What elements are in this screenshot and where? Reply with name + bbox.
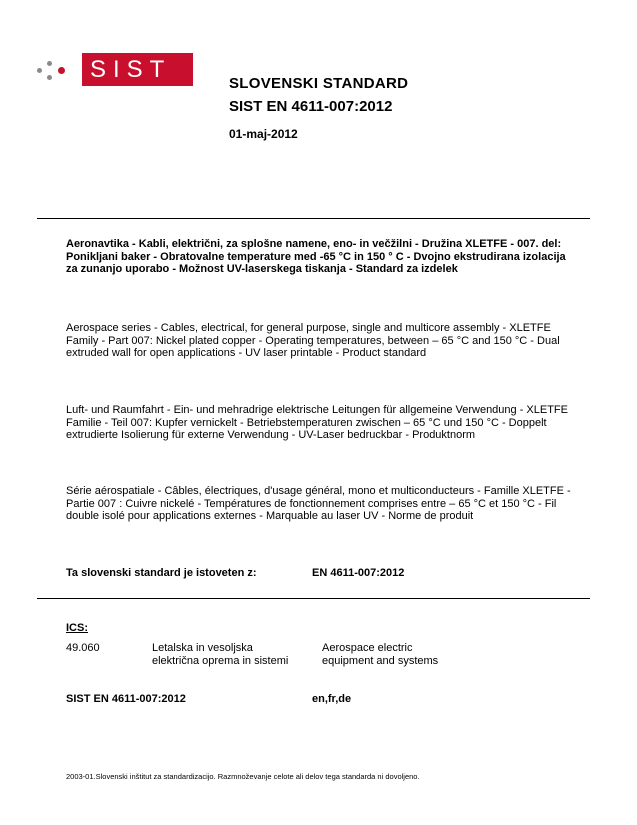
- ics-label: ICS:: [66, 622, 88, 634]
- title-slovenian: Aeronavtika - Kabli, električni, za splošne namene, eno- in večžilni - Družina XLETFE - 007. del: Ponikljani baker - Obratovalne temperature med -65 °C in 150 ° C - Dvojno ekstrudirana izolacija za zunanjo uporabo - Možnost UV-laserskega tiskanja - Standard za izdelek: [66, 238, 566, 275]
- ics-code: 49.060: [66, 642, 100, 654]
- identical-label: Ta slovenski standard je istoveten z:: [66, 567, 257, 579]
- document-type: SLOVENSKI STANDARD: [229, 75, 409, 92]
- top-divider: [37, 218, 590, 219]
- ics-en-line: Aerospace electric: [322, 642, 413, 654]
- logo-dot: [58, 67, 65, 74]
- ics-sl-line: električna oprema in sistemi: [152, 655, 289, 667]
- ics-description-sl: [152, 642, 288, 668]
- sist-logo: [28, 53, 172, 87]
- copyright-footer: 2003-01.Slovenski inštitut za standardizacijo. Razmnoževanje celote ali delov tega standarda ni dovoljeno.: [66, 772, 420, 781]
- bottom-standard-code: SIST EN 4611-007:2012: [66, 693, 186, 705]
- bottom-languages: en,fr,de: [312, 693, 352, 705]
- logo-dot: [47, 75, 52, 80]
- ics-en-line: equipment and systems: [322, 655, 439, 667]
- logo-wordmark: SIST: [82, 53, 193, 86]
- logo-dot: [47, 61, 52, 66]
- standard-code: SIST EN 4611-007:2012: [229, 98, 393, 115]
- title-french: Série aérospatiale - Câbles, électriques, d'usage général, mono et multiconducteurs - Famille XLETFE - Partie 007 : Cuivre nickelé - Températures de fonctionnement comprises entre – 65 °C et 150 °C - Fil double isolé pour applications externes - Marquable au laser UV - Norme de produit: [66, 485, 571, 522]
- logo-dot: [37, 68, 42, 73]
- identical-value: EN 4611-007:2012: [312, 567, 405, 579]
- ics-sl-line: Letalska in vesoljska: [152, 642, 253, 654]
- ics-description-en: [322, 642, 438, 668]
- middle-divider: [37, 598, 590, 599]
- publication-date: 01-maj-2012: [229, 127, 298, 141]
- title-german: Luft- und Raumfahrt - Ein- und mehradrige elektrische Leitungen für allgemeine Verwendung - XLETFE Familie - Teil 007: Kupfer vernickelt - Betriebstemperaturen zwischen – 65 °C und 150 °C - Doppelt extrudierte Isolierung für externe Verwendung - UV-Laser bedruckbar - Produktnorm: [66, 404, 568, 441]
- title-english: Aerospace series - Cables, electrical, for general purpose, single and multicore assembly - XLETFE Family - Part 007: Nickel plated copper - Operating temperatures, between – 65 °C and 150 °C - Dual extruded wall for open applications - UV laser printable - Product standard: [66, 322, 560, 359]
